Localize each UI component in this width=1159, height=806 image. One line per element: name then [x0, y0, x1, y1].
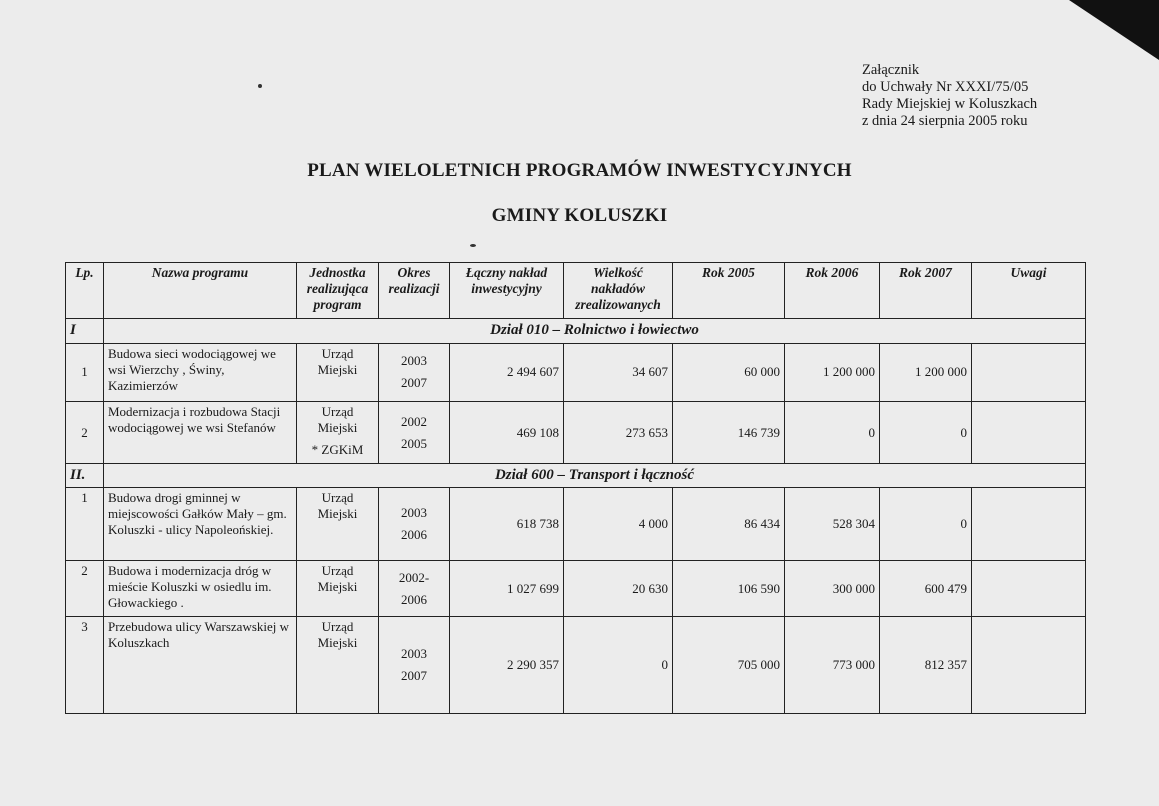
row-total: 469 108: [450, 401, 564, 463]
row-total: 2 290 357: [450, 617, 564, 714]
row-2006: 773 000: [785, 617, 880, 714]
period-end: 2006: [401, 527, 427, 543]
row-period: [379, 343, 450, 401]
period-start: 2003: [401, 646, 427, 662]
row-notes: [972, 401, 1086, 463]
row-2007: 0: [880, 401, 972, 463]
unit-note: * ZGKiM: [311, 441, 364, 457]
row-2005: 705 000: [673, 617, 785, 714]
row-done: 4 000: [564, 488, 673, 560]
row-name: Modernizacja i rozbudowa Stacji wodociągowej we wsi Stefanów: [104, 401, 297, 463]
row-2005: 106 590: [673, 560, 785, 616]
scan-speck: [258, 84, 262, 88]
period-start: 2003: [401, 353, 427, 369]
col-header-done: Wielkość nakładów zrealizowanych: [564, 263, 673, 319]
document-subtitle: GMINY KOLUSZKI: [491, 205, 668, 226]
row-2007: 0: [880, 488, 972, 560]
section-number: I: [66, 319, 104, 343]
col-header-period: Okres realizacji: [379, 263, 450, 319]
scan-corner-shadow: [1069, 0, 1159, 60]
row-done: 20 630: [564, 560, 673, 616]
row-notes: [972, 560, 1086, 616]
annex-line: Rady Miejskiej w Koluszkach: [862, 96, 1038, 112]
row-2006: 1 200 000: [785, 343, 880, 401]
row-period: [379, 560, 450, 616]
row-done: 34 607: [564, 343, 673, 401]
row-name: Budowa drogi gminnej w miejscowości Gałków Mały – gm. Koluszki - ulicy Napoleońskiej.: [104, 488, 297, 560]
annex-line: z dnia 24 sierpnia 2005 roku: [862, 113, 1028, 129]
row-total: 1 027 699: [450, 560, 564, 616]
period-start: 2003: [401, 505, 427, 521]
annex-note: [862, 62, 1037, 130]
row-period: [379, 488, 450, 560]
col-header-2006: Rok 2006: [785, 263, 880, 319]
row-unit: Urząd Miejski: [297, 560, 379, 616]
table-row: [66, 401, 1086, 463]
period-end: 2005: [401, 435, 427, 451]
section-number: II.: [66, 464, 104, 488]
section-row: [66, 464, 1086, 488]
table-row: [66, 617, 1086, 714]
unit-name: Urząd Miejski: [317, 403, 358, 435]
row-2005: 146 739: [673, 401, 785, 463]
document-title: PLAN WIELOLETNICH PROGRAMÓW INWESTYCYJNYCH: [307, 160, 852, 181]
col-header-unit: Jednostka realizująca program: [297, 263, 379, 319]
col-header-2007: Rok 2007: [880, 263, 972, 319]
row-name: Budowa i modernizacja dróg w mieście Koluszki w osiedlu im. Głowackiego .: [104, 560, 297, 616]
col-header-total: Łączny nakład inwestycyjny: [450, 263, 564, 319]
investment-plan-table: [65, 262, 1086, 714]
row-2007: 1 200 000: [880, 343, 972, 401]
row-unit: [297, 401, 379, 463]
row-unit: Urząd Miejski: [297, 343, 379, 401]
period-end: 2007: [401, 668, 427, 684]
table-row: [66, 488, 1086, 560]
row-lp: 1: [66, 488, 104, 560]
row-total: 618 738: [450, 488, 564, 560]
period-start: 2002: [401, 413, 427, 429]
row-2006: 0: [785, 401, 880, 463]
row-notes: [972, 617, 1086, 714]
col-header-2005: Rok 2005: [673, 263, 785, 319]
row-unit: Urząd Miejski: [297, 617, 379, 714]
table-row: [66, 560, 1086, 616]
row-2005: 60 000: [673, 343, 785, 401]
period-start: 2002-: [398, 569, 430, 585]
scan-speck: [470, 244, 476, 247]
annex-line: Załącznik: [862, 62, 920, 78]
row-2005: 86 434: [673, 488, 785, 560]
section-title: Dział 010 – Rolnictwo i łowiectwo: [104, 319, 1086, 343]
row-name: Przebudowa ulicy Warszawskiej w Koluszkach: [104, 617, 297, 714]
row-period: [379, 401, 450, 463]
col-header-name: Nazwa programu: [104, 263, 297, 319]
header-row: [66, 263, 1086, 319]
section-row: [66, 319, 1086, 343]
row-2006: 300 000: [785, 560, 880, 616]
row-done: 0: [564, 617, 673, 714]
row-notes: [972, 343, 1086, 401]
row-2007: 812 357: [880, 617, 972, 714]
col-header-notes: Uwagi: [972, 263, 1086, 319]
row-name: Budowa sieci wodociągowej we wsi Wierzchy , Świny, Kazimierzów: [104, 343, 297, 401]
row-done: 273 653: [564, 401, 673, 463]
row-lp: 3: [66, 617, 104, 714]
section-title: Dział 600 – Transport i łączność: [104, 464, 1086, 488]
col-header-lp: Lp.: [66, 263, 104, 319]
row-unit: Urząd Miejski: [297, 488, 379, 560]
row-notes: [972, 488, 1086, 560]
annex-line: do Uchwały Nr XXXI/75/05: [862, 79, 1029, 95]
row-lp: 1: [66, 343, 104, 401]
period-end: 2006: [401, 591, 427, 607]
row-period: [379, 617, 450, 714]
row-total: 2 494 607: [450, 343, 564, 401]
row-2007: 600 479: [880, 560, 972, 616]
period-end: 2007: [401, 375, 427, 391]
row-lp: 2: [66, 560, 104, 616]
row-2006: 528 304: [785, 488, 880, 560]
table-row: [66, 343, 1086, 401]
row-lp: 2: [66, 401, 104, 463]
